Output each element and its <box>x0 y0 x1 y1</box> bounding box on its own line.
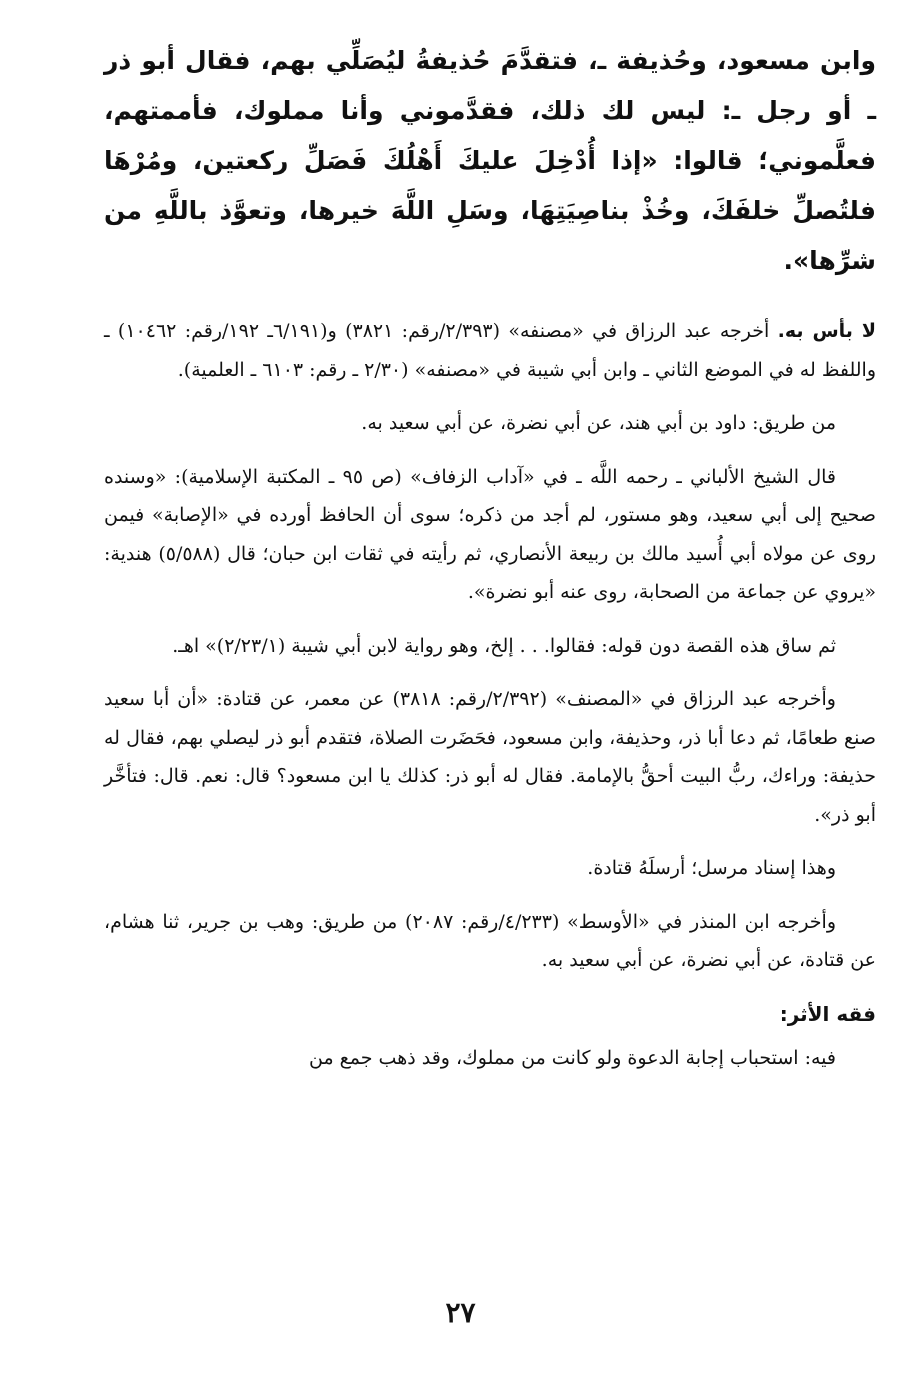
hadith-text: وابن مسعود، وحُذيفة ـ، فتقدَّمَ حُذيفةُ ليُصَلِّي بهم، فقال أبو ذر ـ أو رجل ـ: ليس لك ذلك، فقدَّموني وأنا مملوك، فأممتهم، فعلَّموني؛ قالوا: «إذا أُدْخِلَ عليكَ أَهْلُكَ فَصَلِّ ركعتين، ومُرْهَا فلتُصلِّ خلفَكَ، وخُذْ بناصِيَتِهَا، وسَلِ اللَّهَ خيرها، وتعوَّذ باللَّهِ من شرِّها». <box>104 46 876 275</box>
page-number: ٢٧ <box>445 1296 476 1329</box>
grading-verdict: لا بأس به. <box>777 320 876 342</box>
fiqh-paragraph: فيه: استحباب إجابة الدعوة ولو كانت من مملوك، وقد ذهب جمع من <box>309 1046 836 1069</box>
chain-paragraph: من طريق: داود بن أبي هند، عن أبي نضرة، عن أبي سعيد به. <box>361 412 836 434</box>
albani-continuation-paragraph: ثم ساق هذه القصة دون قوله: فقالوا. . . إلخ، وهو رواية لابن أبي شيبة (٢/٢٣/١)» اهـ. <box>172 634 836 657</box>
albani-quote-paragraph: قال الشيخ الألباني ـ رحمه اللَّه ـ في «آداب الزفاف» (ص ٩٥ ـ المكتبة الإسلامية): «وسنده صحيح إلى أبي سعيد، وهو مستور، لم أجد من ذكره؛ سوى أن الحافظ أورده في «الإصابة» فيمن روى عن مولاه أبي أُسيد مالك بن ربيعة الأنصاري، ثم رأيته في ثقات ابن حبان؛ قال (٥/٥٨٨) هندية: «يروي عن جماعة من الصحابة، روى عنه أبو نضرة». <box>104 465 876 603</box>
section-heading: فقه الأثر: <box>779 1001 876 1026</box>
page-body <box>104 36 876 1092</box>
mursal-note-paragraph: وهذا إسناد مرسل؛ أرسلَهُ قتادة. <box>587 857 836 879</box>
grading-paragraph <box>104 312 876 389</box>
grading-sources: أخرجه عبد الرزاق في «مصنفه» (٢/٣٩٣/رقم: ٣٨٢١) و(٦/١٩١ـ ١٩٢/رقم: ١٠٤٦٢) ـ واللفظ له في الموضع الثاني ـ وابن أبي شيبة في «مصنفه» (٢/٣٠ ـ رقم: ٦١٠٣ ـ العلمية). <box>104 320 876 381</box>
ibn-mundhir-paragraph: وأخرجه ابن المنذر في «الأوسط» (٤/٢٣٣/رقم: ٢٠٨٧) من طريق: وهب بن جرير، ثنا هشام، عن قتادة، عن أبي نضرة، عن أبي سعيد به. <box>104 910 876 971</box>
abdurrazzaq-paragraph: وأخرجه عبد الرزاق في «المصنف» (٢/٣٩٢/رقم: ٣٨١٨) عن معمر، عن قتادة: «أن أبا سعيد صنع طعامًا، ثم دعا أبا ذر، وحذيفة، وابن مسعود، فحَضَرت الصلاة، فتقدم أبو ذر ليصلي بهم، فقال له حذيفة: وراءك، ربُّ البيت أحقُّ بالإمامة. فقال له أبو ذر: كذلك يا ابن مسعود؟ قال: نعم. قال: فتأخَّر أبو ذر». <box>104 688 876 826</box>
